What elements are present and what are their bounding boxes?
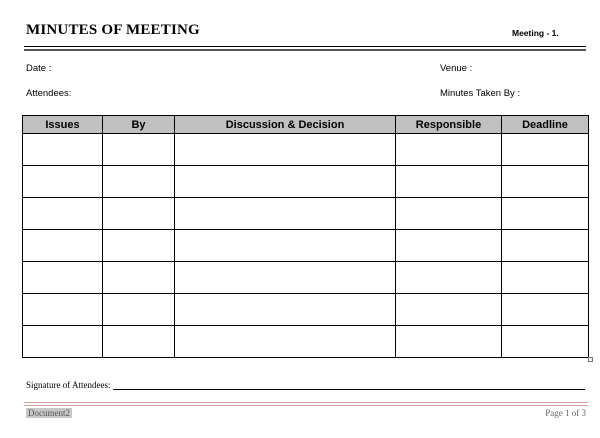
table-cell[interactable] — [23, 326, 103, 358]
table-row — [23, 166, 589, 198]
table-row — [23, 230, 589, 262]
table-resize-handle[interactable] — [588, 357, 593, 362]
table-cell[interactable] — [396, 262, 502, 294]
table-cell[interactable] — [103, 230, 175, 262]
table-cell[interactable] — [103, 134, 175, 166]
table-cell[interactable] — [502, 262, 589, 294]
table-cell[interactable] — [396, 134, 502, 166]
table-row — [23, 134, 589, 166]
footer-page-info: Page 1 of 3 — [545, 408, 586, 418]
table-cell[interactable] — [396, 166, 502, 198]
table-cell[interactable] — [396, 326, 502, 358]
minutes-table — [22, 115, 589, 358]
page-title: MINUTES OF MEETING — [26, 22, 200, 38]
table-cell[interactable] — [396, 198, 502, 230]
table-cell[interactable] — [103, 166, 175, 198]
table-cell[interactable] — [175, 294, 396, 326]
table-cell[interactable] — [502, 230, 589, 262]
table-cell[interactable] — [23, 166, 103, 198]
meeting-number: Meeting - 1. — [512, 28, 559, 38]
table-cell[interactable] — [23, 262, 103, 294]
table-cell[interactable] — [396, 230, 502, 262]
column-header-issues: Issues — [23, 116, 103, 134]
table-cell[interactable] — [396, 294, 502, 326]
table-cell[interactable] — [23, 294, 103, 326]
table-cell[interactable] — [23, 230, 103, 262]
table-cell[interactable] — [502, 294, 589, 326]
table-cell[interactable] — [103, 294, 175, 326]
table-cell[interactable] — [502, 326, 589, 358]
table-cell[interactable] — [175, 326, 396, 358]
table-row — [23, 262, 589, 294]
table-row — [23, 294, 589, 326]
header-rule-top — [24, 46, 586, 47]
table-cell[interactable] — [103, 198, 175, 230]
header-rule-bottom — [24, 49, 586, 51]
footer-document-name[interactable]: Document2 — [28, 408, 70, 418]
table-cell[interactable] — [23, 198, 103, 230]
table-cell[interactable] — [175, 134, 396, 166]
table-cell[interactable] — [23, 134, 103, 166]
table-cell[interactable] — [103, 326, 175, 358]
signature-line[interactable] — [113, 389, 585, 390]
footer-rule-bottom — [24, 405, 588, 406]
minutes-taken-by-label[interactable]: Minutes Taken By : — [440, 88, 521, 99]
attendees-label[interactable]: Attendees: — [26, 88, 72, 99]
table-row — [23, 326, 589, 358]
footer-rule-top — [24, 402, 588, 403]
table-cell[interactable] — [175, 166, 396, 198]
date-label[interactable]: Date : — [26, 63, 52, 74]
signature-label: Signature of Attendees: — [26, 380, 111, 390]
table-cell[interactable] — [175, 198, 396, 230]
table-cell[interactable] — [502, 198, 589, 230]
column-header-by: By — [103, 116, 175, 134]
table-cell[interactable] — [175, 230, 396, 262]
venue-label[interactable]: Venue : — [440, 63, 473, 74]
column-header-deadline: Deadline — [502, 116, 589, 134]
table-row — [23, 198, 589, 230]
column-header-discussion: Discussion & Decision — [175, 116, 396, 134]
table-header-row — [23, 116, 589, 134]
table-cell[interactable] — [502, 166, 589, 198]
table-cell[interactable] — [502, 134, 589, 166]
table-cell[interactable] — [103, 262, 175, 294]
column-header-responsible: Responsible — [396, 116, 502, 134]
table-cell[interactable] — [175, 262, 396, 294]
